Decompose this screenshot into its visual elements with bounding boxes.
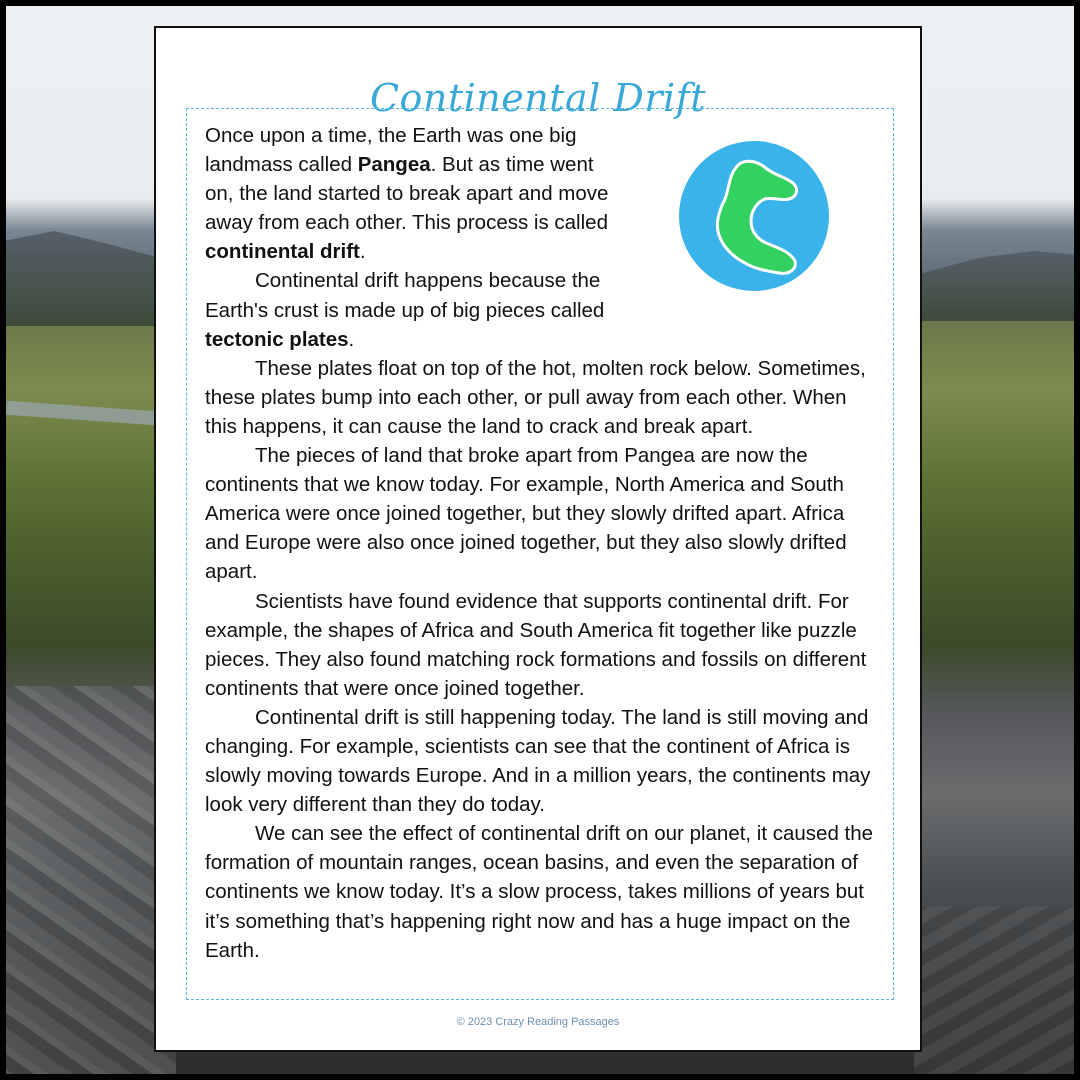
paragraph-2 — [205, 266, 605, 353]
paragraph-4: The pieces of land that broke apart from Pangea are now the continents that we know today. For example, North America and South America were once joined together, but they slowly drifted apart. Africa and Europe were also once joined together, but they also slowly drifted apart. — [205, 444, 847, 584]
rocks-right — [914, 906, 1074, 1074]
mountain-right — [914, 251, 1074, 321]
keyword-continental-drift: continental drift — [205, 240, 360, 264]
paragraph-7: We can see the effect of continental drift on our planet, it caused the formation of mountain ranges, ocean basins, and even the separation of continents we know today. It’s a slow process, takes millions of years but it’s something that’s happening right now and has a huge impact on the Earth. — [205, 822, 874, 962]
paragraph-3: These plates float on top of the hot, molten rock below. Sometimes, these plates bump into each other, or pull away from each other. When this happens, it can cause the land to crack and break apart. — [205, 356, 866, 438]
worksheet-page — [154, 26, 922, 1052]
river — [6, 401, 156, 425]
paragraph-text: . — [348, 327, 355, 351]
keyword-pangea: Pangea — [357, 153, 431, 177]
rocks-left — [6, 686, 176, 1074]
copyright-footer: © 2023 Crazy Reading Passages — [456, 1016, 620, 1028]
page-title: Continental Drift — [369, 76, 707, 120]
passage-box — [186, 108, 894, 1000]
paragraph-5: Scientists have found evidence that supports continental drift. For example, the shapes of Africa and South America fit together like puzzle pieces. They also found matching rock formations and fossils on different continents that were once joined together. — [205, 589, 867, 700]
paragraph-6: Continental drift is still happening today. The land is still moving and changing. For example, scientists can see that the continent of Africa is slowly moving towards Europe. And in a million years, the continents may look very different than they do today. — [205, 705, 871, 817]
mountain-left — [6, 231, 166, 326]
paragraph-text: . But as time went on, the land started to break apart and move away from each other. This process is called — [205, 153, 609, 235]
keyword-tectonic-plates: tectonic plates — [205, 327, 349, 351]
paragraph-text: Once upon a time, the Earth was one big landmass called — [205, 124, 577, 177]
passage-text — [205, 121, 881, 965]
paragraph-text: Continental drift happens because the Earth's crust is made up of big pieces called — [205, 269, 605, 322]
paragraph-text: . — [359, 240, 366, 264]
paragraph-1 — [205, 121, 625, 266]
